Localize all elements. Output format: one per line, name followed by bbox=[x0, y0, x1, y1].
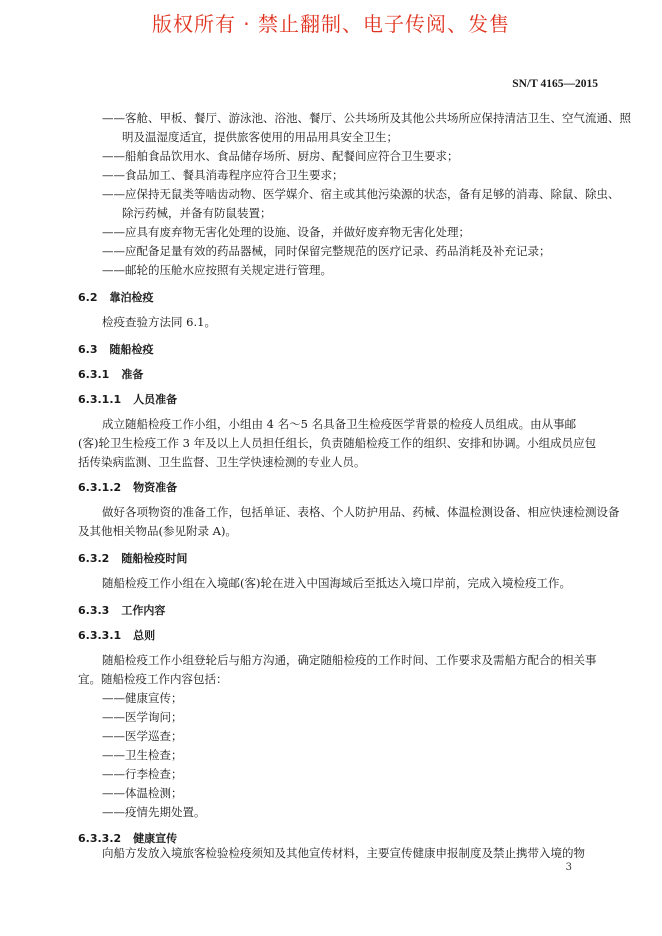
paragraph-line: 宜。随船检疫工作内容包括： bbox=[78, 672, 228, 686]
section-number: 6.3 bbox=[78, 343, 98, 356]
paragraph-line: 及其他相关物品(参见附录 A)。 bbox=[78, 524, 237, 538]
paragraph-line: 做好各项物资的准备工作，包括单证、表格、个人防护用品、药械、体温检测设备、相应快速检测设备 bbox=[102, 505, 620, 519]
section-heading-6-3-1-1 bbox=[78, 391, 177, 407]
list-item: ——船舶食品饮用水、食品储存场所、厨房、配餐间应符合卫生要求； bbox=[102, 149, 459, 163]
section-heading-6-3 bbox=[78, 341, 154, 357]
list-item: ——体温检测； bbox=[102, 786, 183, 800]
page-number: 3 bbox=[565, 862, 572, 873]
paragraph: 检疫查验方法同 6.1。 bbox=[102, 315, 216, 329]
section-heading-6-3-1-2 bbox=[78, 479, 177, 495]
list-item-continuation: 明及温湿度适宜，提供旅客使用的用品用具安全卫生； bbox=[122, 130, 398, 144]
section-number: 6.3.2 bbox=[78, 552, 110, 565]
list-item: ——行李检查； bbox=[102, 767, 183, 781]
section-number: 6.3.3.2 bbox=[78, 832, 122, 845]
section-title: 人员准备 bbox=[133, 393, 178, 406]
list-item: ——健康宣传； bbox=[102, 691, 183, 705]
list-item: ——医学巡查； bbox=[102, 729, 183, 743]
section-title: 随船检疫时间 bbox=[121, 552, 188, 565]
paragraph-line: 成立随船检疫工作小组，小组由 4 名～5 名具备卫生检疫医学背景的检疫人员组成。由从事邮 bbox=[102, 417, 577, 431]
watermark: 版权所有 · 禁止翻制、电子传阅、发售 bbox=[151, 12, 511, 36]
section-title: 工作内容 bbox=[121, 604, 166, 617]
section-heading-6-3-3-1 bbox=[78, 627, 155, 643]
list-item: ——卫生检查； bbox=[102, 748, 183, 762]
paragraph: 随船检疫工作小组在入境邮(客)轮在进入中国海域后至抵达入境口岸前，完成入境检疫工作。 bbox=[102, 576, 571, 590]
section-number: 6.3.3.1 bbox=[78, 629, 122, 642]
paragraph-line: 括传染病监测、卫生监督、卫生学快速检测的专业人员。 bbox=[78, 455, 366, 469]
section-title: 物资准备 bbox=[133, 481, 178, 494]
section-title: 健康宣传 bbox=[133, 832, 178, 845]
section-title: 靠泊检疫 bbox=[109, 291, 154, 304]
section-heading-6-3-1 bbox=[78, 366, 143, 382]
list-item: ——医学询问； bbox=[102, 710, 183, 724]
list-item: ——邮轮的压舱水应按照有关规定进行管理。 bbox=[102, 263, 332, 277]
section-heading-6-3-3 bbox=[78, 602, 165, 618]
section-heading-6-2 bbox=[78, 289, 154, 305]
section-title: 准备 bbox=[121, 368, 144, 381]
section-number: 6.2 bbox=[78, 291, 98, 304]
list-item-continuation: 除污药械，并备有防鼠装置； bbox=[122, 206, 272, 220]
section-number: 6.3.1.1 bbox=[78, 393, 122, 406]
paragraph-line: 随船检疫工作小组登轮后与船方沟通，确定随船检疫的工作时间、工作要求及需船方配合的相关事 bbox=[102, 653, 597, 667]
section-title: 随船检疫 bbox=[109, 343, 154, 356]
paragraph-line: (客)轮卫生检疫工作 3 年及以上人员担任组长，负责随船检疫工作的组织、安排和协调。小组成员应包 bbox=[78, 436, 597, 450]
list-item: ——应配备足量有效的药品器械，同时保留完整规范的医疗记录、药品消耗及补充记录； bbox=[102, 244, 551, 258]
standard-number: SN/T 4165—2015 bbox=[512, 78, 598, 90]
list-item: ——客舱、甲板、餐厅、游泳池、浴池、餐厅、公共场所及其他公共场所应保持清洁卫生、空气流通、照 bbox=[102, 111, 631, 125]
list-item: ——食品加工、餐具消毒程序应符合卫生要求； bbox=[102, 168, 344, 182]
section-number: 6.3.1 bbox=[78, 368, 110, 381]
list-item: ——应保持无鼠类等啮齿动物、医学媒介、宿主或其他污染源的状态，备有足够的消毒、除鼠、除虫、 bbox=[102, 187, 620, 201]
section-heading-6-3-2 bbox=[78, 550, 187, 566]
section-heading-6-3-3-2 bbox=[78, 830, 177, 846]
section-number: 6.3.3 bbox=[78, 604, 110, 617]
list-item: ——疫情先期处置。 bbox=[102, 805, 206, 819]
paragraph: 向船方发放入境旅客检验检疫须知及其他宣传材料，主要宣传健康申报制度及禁止携带入境的物 bbox=[102, 846, 585, 860]
list-item: ——应具有废弃物无害化处理的设施、设备，并做好废弃物无害化处理； bbox=[102, 225, 470, 239]
section-title: 总则 bbox=[133, 629, 156, 642]
section-number: 6.3.1.2 bbox=[78, 481, 122, 494]
